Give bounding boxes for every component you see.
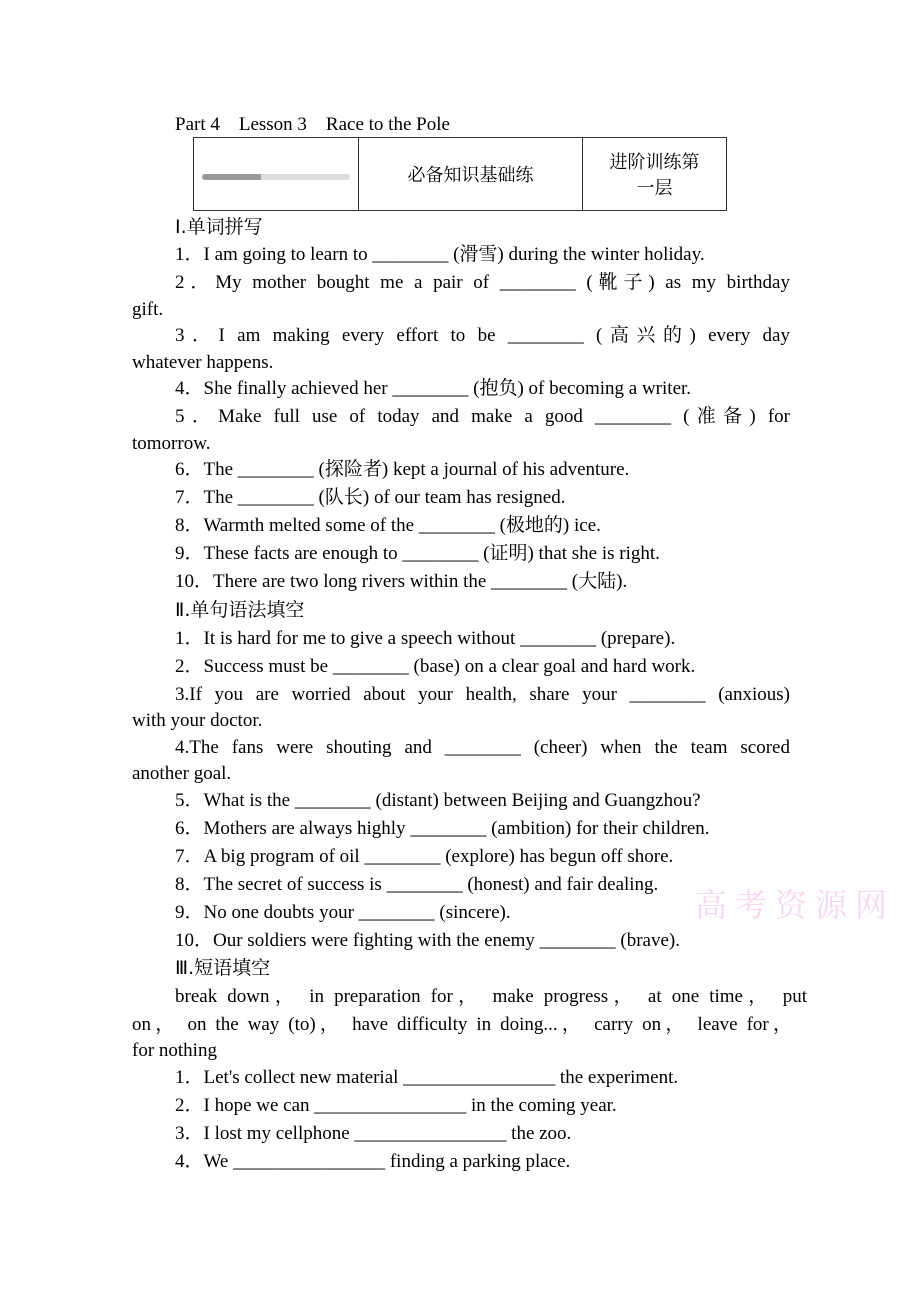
question: 10．There are two long rivers within the ________ (大陆). — [175, 571, 628, 592]
phrase-bank: for nothing — [132, 1040, 217, 1061]
question: 8．Warmth melted some of the ________ (极地的) ice. — [175, 515, 601, 536]
question: 7．A big program of oil ________ (explore) has begun off shore. — [175, 846, 674, 867]
question-cont: tomorrow. — [132, 433, 211, 454]
question: 3．I am making every effort to be ________ (高兴的) every day — [175, 325, 790, 346]
question: 1．I am going to learn to ________ (滑雪) during the winter holiday. — [175, 244, 705, 265]
question: 1．Let's collect new material ________________ the experiment. — [175, 1067, 679, 1088]
logo-cell — [194, 138, 359, 211]
question: 9．These facts are enough to ________ (证明) that she is right. — [175, 543, 660, 564]
watermark: 高考资源网 — [695, 886, 896, 924]
level-label-2: 一层 — [636, 178, 673, 199]
question: 5．What is the ________ (distant) between Beijing and Guangzhou? — [175, 790, 701, 811]
question: 1．It is hard for me to give a speech without ________ (prepare). — [175, 628, 676, 649]
level-cell — [583, 138, 727, 211]
level-label-1: 进阶训练第 — [609, 152, 700, 173]
phrase-bank: on， on the way (to)， have difficulty in doing...， carry on， leave for， — [132, 1014, 792, 1035]
question: 2．My mother bought me a pair of ________ (靴子) as my birthday — [175, 272, 790, 293]
question: 6．Mothers are always highly ________ (ambition) for their children. — [175, 818, 710, 839]
question: 10．Our soldiers were fighting with the enemy ________ (brave). — [175, 930, 680, 951]
section-2-heading: Ⅱ.单句语法填空 — [175, 599, 305, 621]
question-cont: another goal. — [132, 763, 232, 784]
question: 9．No one doubts your ________ (sincere). — [175, 902, 511, 923]
question: 4．She finally achieved her ________ (抱负) of becoming a writer. — [175, 378, 692, 399]
header-table — [193, 137, 727, 211]
question: 5．Make full use of today and make a good ________ (准备) for — [175, 406, 790, 427]
logo-bar-icon — [202, 174, 350, 180]
question: 7．The ________ (队长) of our team has resigned. — [175, 487, 566, 508]
question: 2．I hope we can ________________ in the coming year. — [175, 1095, 617, 1116]
basic-practice-cell: 必备知识基础练 — [359, 138, 583, 211]
question: 4.The fans were shouting and ________ (cheer) when the team scored — [175, 737, 790, 758]
question: 6．The ________ (探险者) kept a journal of his adventure. — [175, 459, 630, 480]
section-1-heading: Ⅰ.单词拼写 — [175, 216, 263, 238]
question: 4．We ________________ finding a parking place. — [175, 1151, 571, 1172]
question: 8．The secret of success is ________ (honest) and fair dealing. — [175, 874, 659, 895]
question: 3．I lost my cellphone ________________ the zoo. — [175, 1123, 572, 1144]
question: 3.If you are worried about your health, share your ________ (anxious) — [175, 684, 790, 705]
phrase-bank: break down， in preparation for， make progress， at one time， put — [175, 986, 807, 1007]
section-3-heading: Ⅲ.短语填空 — [175, 957, 271, 979]
question-cont: whatever happens. — [132, 352, 274, 373]
question-cont: with your doctor. — [132, 710, 263, 731]
question-cont: gift. — [132, 299, 164, 320]
document-title: Part 4 Lesson 3 Race to the Pole — [175, 114, 450, 135]
question: 2．Success must be ________ (base) on a clear goal and hard work. — [175, 656, 696, 677]
